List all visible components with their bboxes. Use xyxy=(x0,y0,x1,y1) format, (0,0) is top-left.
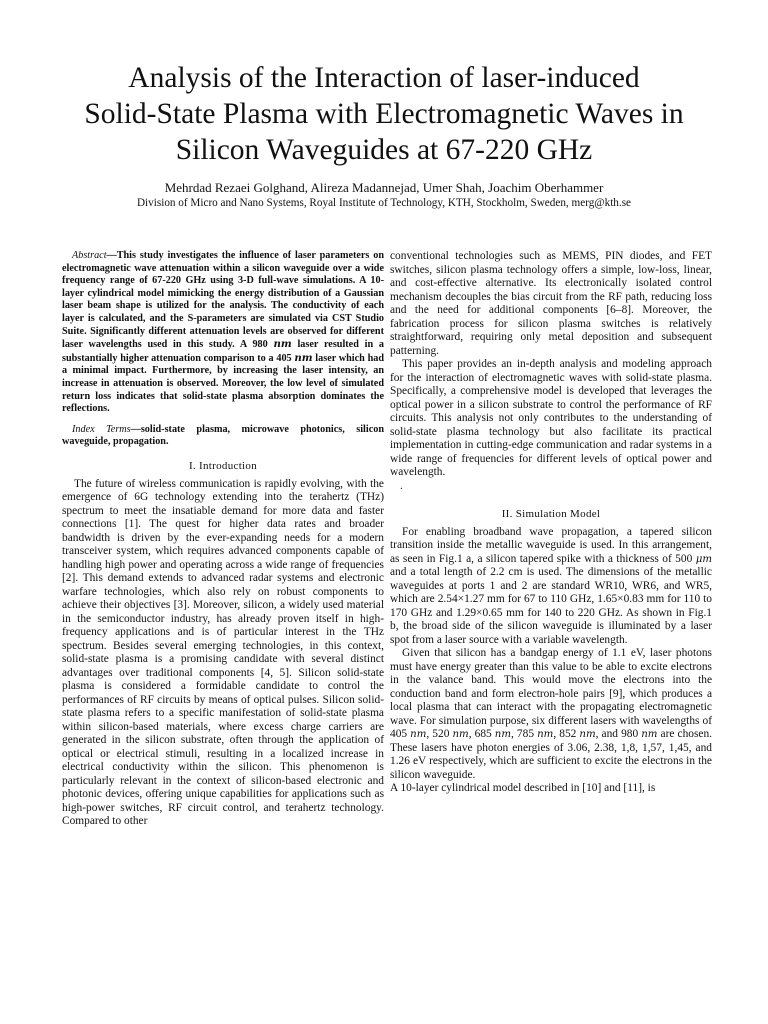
right-column xyxy=(390,250,712,796)
unit-nm: nm xyxy=(273,338,292,351)
stray-period: . xyxy=(400,479,403,492)
intro-continuation-paragraph: conventional technologies such as MEMS, PIN diodes, and FET switches, silicon plasma technology offers a simple, low-loss, linear, and cost-effective alternative. Its electronically isolated control mechanism decouples the bias circuit from the RF path, reducing loss and the need for additional components [6–8]. Moreover, the fabrication process for silicon plasma switches is relatively straightforward, requiring only metal deposition and subsequent patterning. xyxy=(390,250,712,357)
sim-p1-text-1: For enabling broadband wave propagation, a tapered silicon transition inside the metallic waveguide is used. In this arrangement, as seen in Fig.1 a, a silicon tapered spike with a thickness of 500 xyxy=(390,525,712,565)
title-line-2: Solid-State Plasma with Electromagnetic Waves in xyxy=(84,98,684,130)
sim-p2-text-7: are chosen. These lasers have photon energies of 3.06, 2.38, 1,8, 1,57, 1,45, and 1.26 eV respectively, which are sufficient to excite the electrons in the silicon waveguide. xyxy=(390,728,712,781)
section-heading-simulation-model: II. Simulation Model xyxy=(501,507,601,520)
sim-p1-text-2: and a total length of 2.2 cm is used. The dimensions of the metallic waveguides at ports 1 and 2 are standard WR10, WR6, and WR5, which are 2.54×1.27 mm for 67 to 110 GHz, 1.65×0.83 mm for 110 to 170 GHz and 1.29×0.65 mm for 140 to 220 GHz. As shown in Fig.1 b, the broad side of the silicon waveguide is illuminated by a laser spot from a laser source with a variable wavelength. xyxy=(390,566,712,646)
unit-nm: nm xyxy=(537,729,554,740)
unit-nm: nm xyxy=(294,351,313,364)
unit-nm: nm xyxy=(410,729,427,740)
sim-p2-text-6: , and 980 xyxy=(595,728,642,740)
sim-p2-text-4: , 785 xyxy=(511,728,538,740)
unit-nm: nm xyxy=(494,729,512,740)
sim-p2-text-1: Given that silicon has a bandgap energy of 1.1 eV, laser photons must have energy greater than this value to be able to excite electrons in the valance band. This would move the electrons into the conduction band and form electron-hole pairs [9], which produces a local plasma that can interact with the propagating electromagnetic wave. For simulation purpose, six different lasers with wavelengths of 405 xyxy=(390,647,712,740)
abstract xyxy=(62,250,384,416)
section-heading-introduction: I. Introduction xyxy=(188,459,258,472)
affiliation: Division of Micro and Nano Systems, Royal Institute of Technology, KTH, Stockholm, Sweden, merg@kth.se xyxy=(136,197,632,209)
unit-nm: nm xyxy=(579,729,596,740)
abstract-text-1: —This study investigates the influence of laser parameters on electromagnetic wave attenuation within a silicon waveguide over a wide frequency range of 67-220 GHz using 3-D full-wave simulations. A 10-layer cylindrical model mimicking the energy distribution of a Gaussian laser beam shape is utilized for the analysis. The conductivity of each layer is calculated, and the S-parameters are simulated via CST Studio Suite. Significantly different attenuation levels are observed for different laser wavelengths used in this study. A 980 xyxy=(62,250,384,351)
index-terms-text: —solid-state plasma, microwave photonics, silicon waveguide, propagation. xyxy=(62,423,384,448)
index-terms xyxy=(62,424,384,449)
unit-nm: nm xyxy=(452,729,469,740)
sim-p2-text-2: , 520 xyxy=(426,728,453,740)
author-list: Mehrdad Rezaei Golghand, Alireza Madannejad, Umer Shah, Joachim Oberhammer xyxy=(164,180,604,195)
abstract-text-3: laser which had a minimal impact. Furthermore, by increasing the laser intensity, an increase in attenuation is observed. Moreover, the low level of simulated return loss indicates that solid-state plasma absorption dominates the reflections. xyxy=(62,352,384,415)
abstract-label: Abstract xyxy=(72,250,107,261)
title-line-3: Silicon Waveguides at 67-220 GHz xyxy=(175,134,593,166)
simulation-paragraph-2 xyxy=(390,647,712,782)
paper-title xyxy=(40,60,728,168)
sim-p2-text-3: , 685 xyxy=(468,728,495,740)
simulation-paragraph-3: A 10-layer cylindrical model described in [10] and [11], is xyxy=(390,782,656,794)
unit-um: μm xyxy=(695,553,712,565)
simulation-paragraph-1 xyxy=(390,526,712,648)
index-terms-label: Index Terms xyxy=(72,423,131,435)
abstract-text-2: laser resulted in a substantially higher attenuation comparison to a 405 xyxy=(62,339,384,364)
paper-overview-paragraph: This paper provides an in-depth analysis and modeling approach for the interaction of electromagnetic waves with solid-state plasma. Specifically, a comprehensive model is developed that leverages the optical power in a silicon substrate to control the performance of RF circuits. This analysis not only contributes to the understanding of solid-state plasma technology but also facilitate its practical implementation in cutting-edge communication and radar systems in a wide range of frequencies for different levels of optical power and wavelength. xyxy=(390,358,712,478)
title-line-1: Analysis of the Interaction of laser-induced xyxy=(128,62,640,94)
introduction-paragraph: The future of wireless communication is rapidly evolving, with the emergence of 6G technology extending into the terahertz (THz) spectrum to meet the insatiable demand for more data and faster connections [1]. The quest for higher data rates and broader bandwidth is driven by the ever-expanding needs for a modern transceiver system, which requires advanced components capable of handling high power and operating across a wide range of frequencies [2]. This demand extends to advanced radar systems and electronic warfare technologies, which also rely on robust components to achieve their objectives [3]. Moreover, silicon, a widely used material in the semiconductor industry, has already proven itself in high-frequency applications and is of particular interest in the THz spectrum. Besides several emerging technologies, in this context, solid-state plasma is a promising candidate with several distinct advantages over traditional components [4, 5]. Silicon solid-state plasma is considered a formidable candidate to control the performances of RF circuits by means of optical pulses. Silicon solid-state plasma refers to a specific manifestation of solid-state plasma within silicon-based materials, where excess charge carriers are generated in the silicon substrate, often through the application of optical or electrical stimuli, resulting in a localized increase in electrical conductivity within the silicon. This phenomenon is particularly relevant in the context of silicon-based electronic and photonic devices, offering unique capabilities for applications such as high-power switches, RF circuit control, and terahertz technology. Compared to other xyxy=(62,477,384,828)
left-column xyxy=(62,250,384,829)
sim-p2-text-5: , 852 xyxy=(553,728,580,740)
unit-nm: nm xyxy=(641,729,658,740)
